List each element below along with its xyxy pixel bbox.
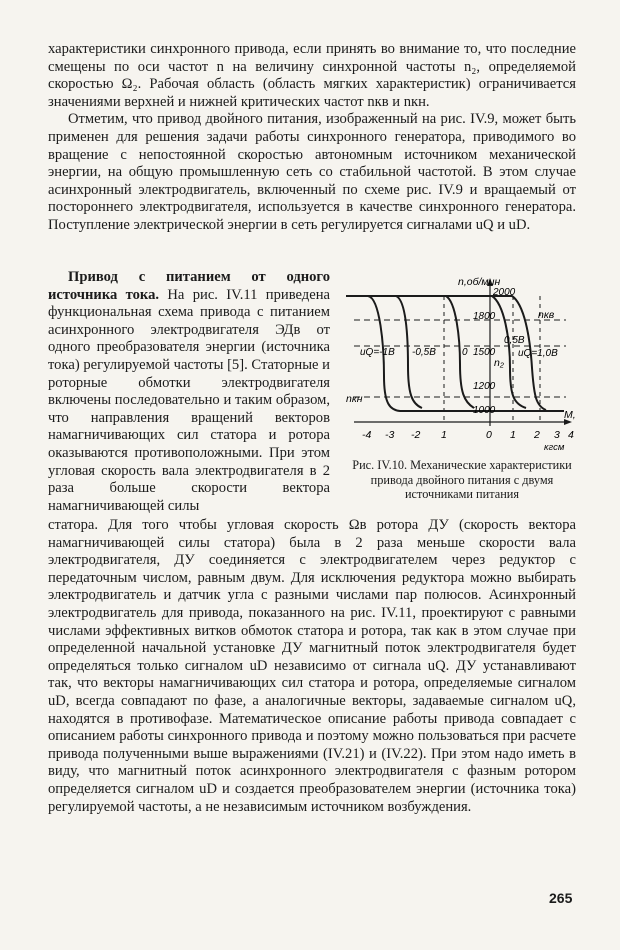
label-n-kn: nкн (346, 393, 363, 405)
x-axis-label: M, (564, 409, 576, 421)
x-tick-neg3: -3 (385, 429, 395, 441)
y-tick-1200: 1200 (473, 381, 496, 392)
figure-caption: Рис. IV.10. Механические характеристики привода двойного питания с двумя источниками питания (352, 458, 572, 502)
bottom-text (48, 517, 576, 816)
x-tick-neg2: -2 (411, 429, 421, 441)
y-axis-label: n,об/мин (458, 276, 501, 288)
paragraph-2: Отметим, что привод двойного питания, изображенный на рис. IV.9, может быть применен для решения задачи работы синхронного генератора, приводимого во вращение с непостоянной скоростью автономным источником механической энергии, на общую промышленную сеть со стабильной частотой. В этом случае асинхронный электродвигатель, включенный по схеме рис. IV.9 и вращаемый от постороннего электродвигателя, используется в качестве синхронного генератора. Поступление электрической энергии в сеть регулируется сигналами uQ и uD. (48, 111, 576, 233)
label-uq-pos1: uQ=1,0B (518, 348, 558, 359)
x-tick-3: 3 (554, 429, 560, 441)
x-tick-1: 1 (510, 429, 516, 441)
y-tick-1800: 1800 (473, 311, 496, 322)
section-heading: Привод с питанием от одного источника тока. (48, 269, 330, 303)
label-pos05: 0,5B (504, 335, 525, 346)
x-tick-neg4: -4 (362, 429, 372, 441)
paragraph-3: статора. Для того чтобы угловая скорость Ωв ротора ДУ (скорость вектора намагничивающей силы статора) была в 2 раза меньше скорости вала электродвигателя, ДУ соединяется с электродвигателем через редуктор с передаточным числом, равным двум. Для исключения редуктора можно выбирать электродвигатель и датчик угла с разными числами пар полюсов. Асинхронный электродвигатель для привода, показанного на рис. IV.11, проектируют с равными числами эффективных витков обмоток статора и ротора, так как в этом случае при определенной начальной установке ДУ магнитный поток электродвигателя будет определяться только сигналом uD независимо от сигнала uQ. ДУ устанавливают так, что векторы намагничивающих сил статора и ротора, определяемые сигналом uD, всегда совпадают по фазе, а аналогичные векторы, задаваемые сигналом uQ, находятся в противофазе. Математическое описание работы привода совпадает с описанием работы синхронного привода и поэтому можно пользоваться при расчете привода полученными выше выражениями (IV.21) и (IV.22). При этом надо иметь в виду, что магнитный поток асинхронного электродвигателя с фазным ротором определяется сигналом uD и создается преобразователем энергии (источника тока) регулируемой частоты, а не независимым источником возбуждения. (48, 517, 576, 815)
page-number: 265 (549, 890, 573, 906)
x-tick-2: 2 (534, 429, 540, 441)
x-unit: кгсм (544, 442, 565, 453)
side-column (48, 269, 330, 515)
y-tick-1000: 1000 (473, 405, 496, 416)
x-tick-neg1: 1 (441, 429, 447, 441)
side-paragraph: На рис. IV.11 приведена функциональная схема привода с питанием асинхронного электродвигателя ЭДв от одного преобразователя энергии (источника тока) регулируемой частоты [5]. Статорные и роторные обмотки электродвигателя включены последовательно и таким образом, что направления вращений векторов намагничивающих сил статора и ротора оказываются противоположными. При этом угловая скорость вала электродвигателя в 2 раза больше скорости вектора намагничивающей силы (48, 286, 330, 514)
label-zero: 0 (462, 347, 468, 358)
x-tick-4: 4 (568, 429, 574, 441)
y-tick-2000: 2000 (493, 287, 516, 298)
top-text (48, 41, 576, 235)
label-uq-neg1: uQ=-1B (360, 347, 395, 358)
label-n2: n₂ (494, 357, 504, 369)
paragraph-1: характеристики синхронного привода, если принять во внимание то, что последние смещены по оси частот n на величину синхронной частоты n₂, определяемой скоростью Ω₂. Рабочая область (область мягких характеристик) ограничивается значениями верхней и нижней критических частот nкв и nкн. (48, 41, 576, 110)
x-tick-0: 0 (486, 429, 492, 441)
y-tick-1500: 1500 (473, 347, 496, 358)
label-n-kv: nкв (538, 309, 555, 321)
label-neg05: -0,5B (412, 347, 436, 358)
